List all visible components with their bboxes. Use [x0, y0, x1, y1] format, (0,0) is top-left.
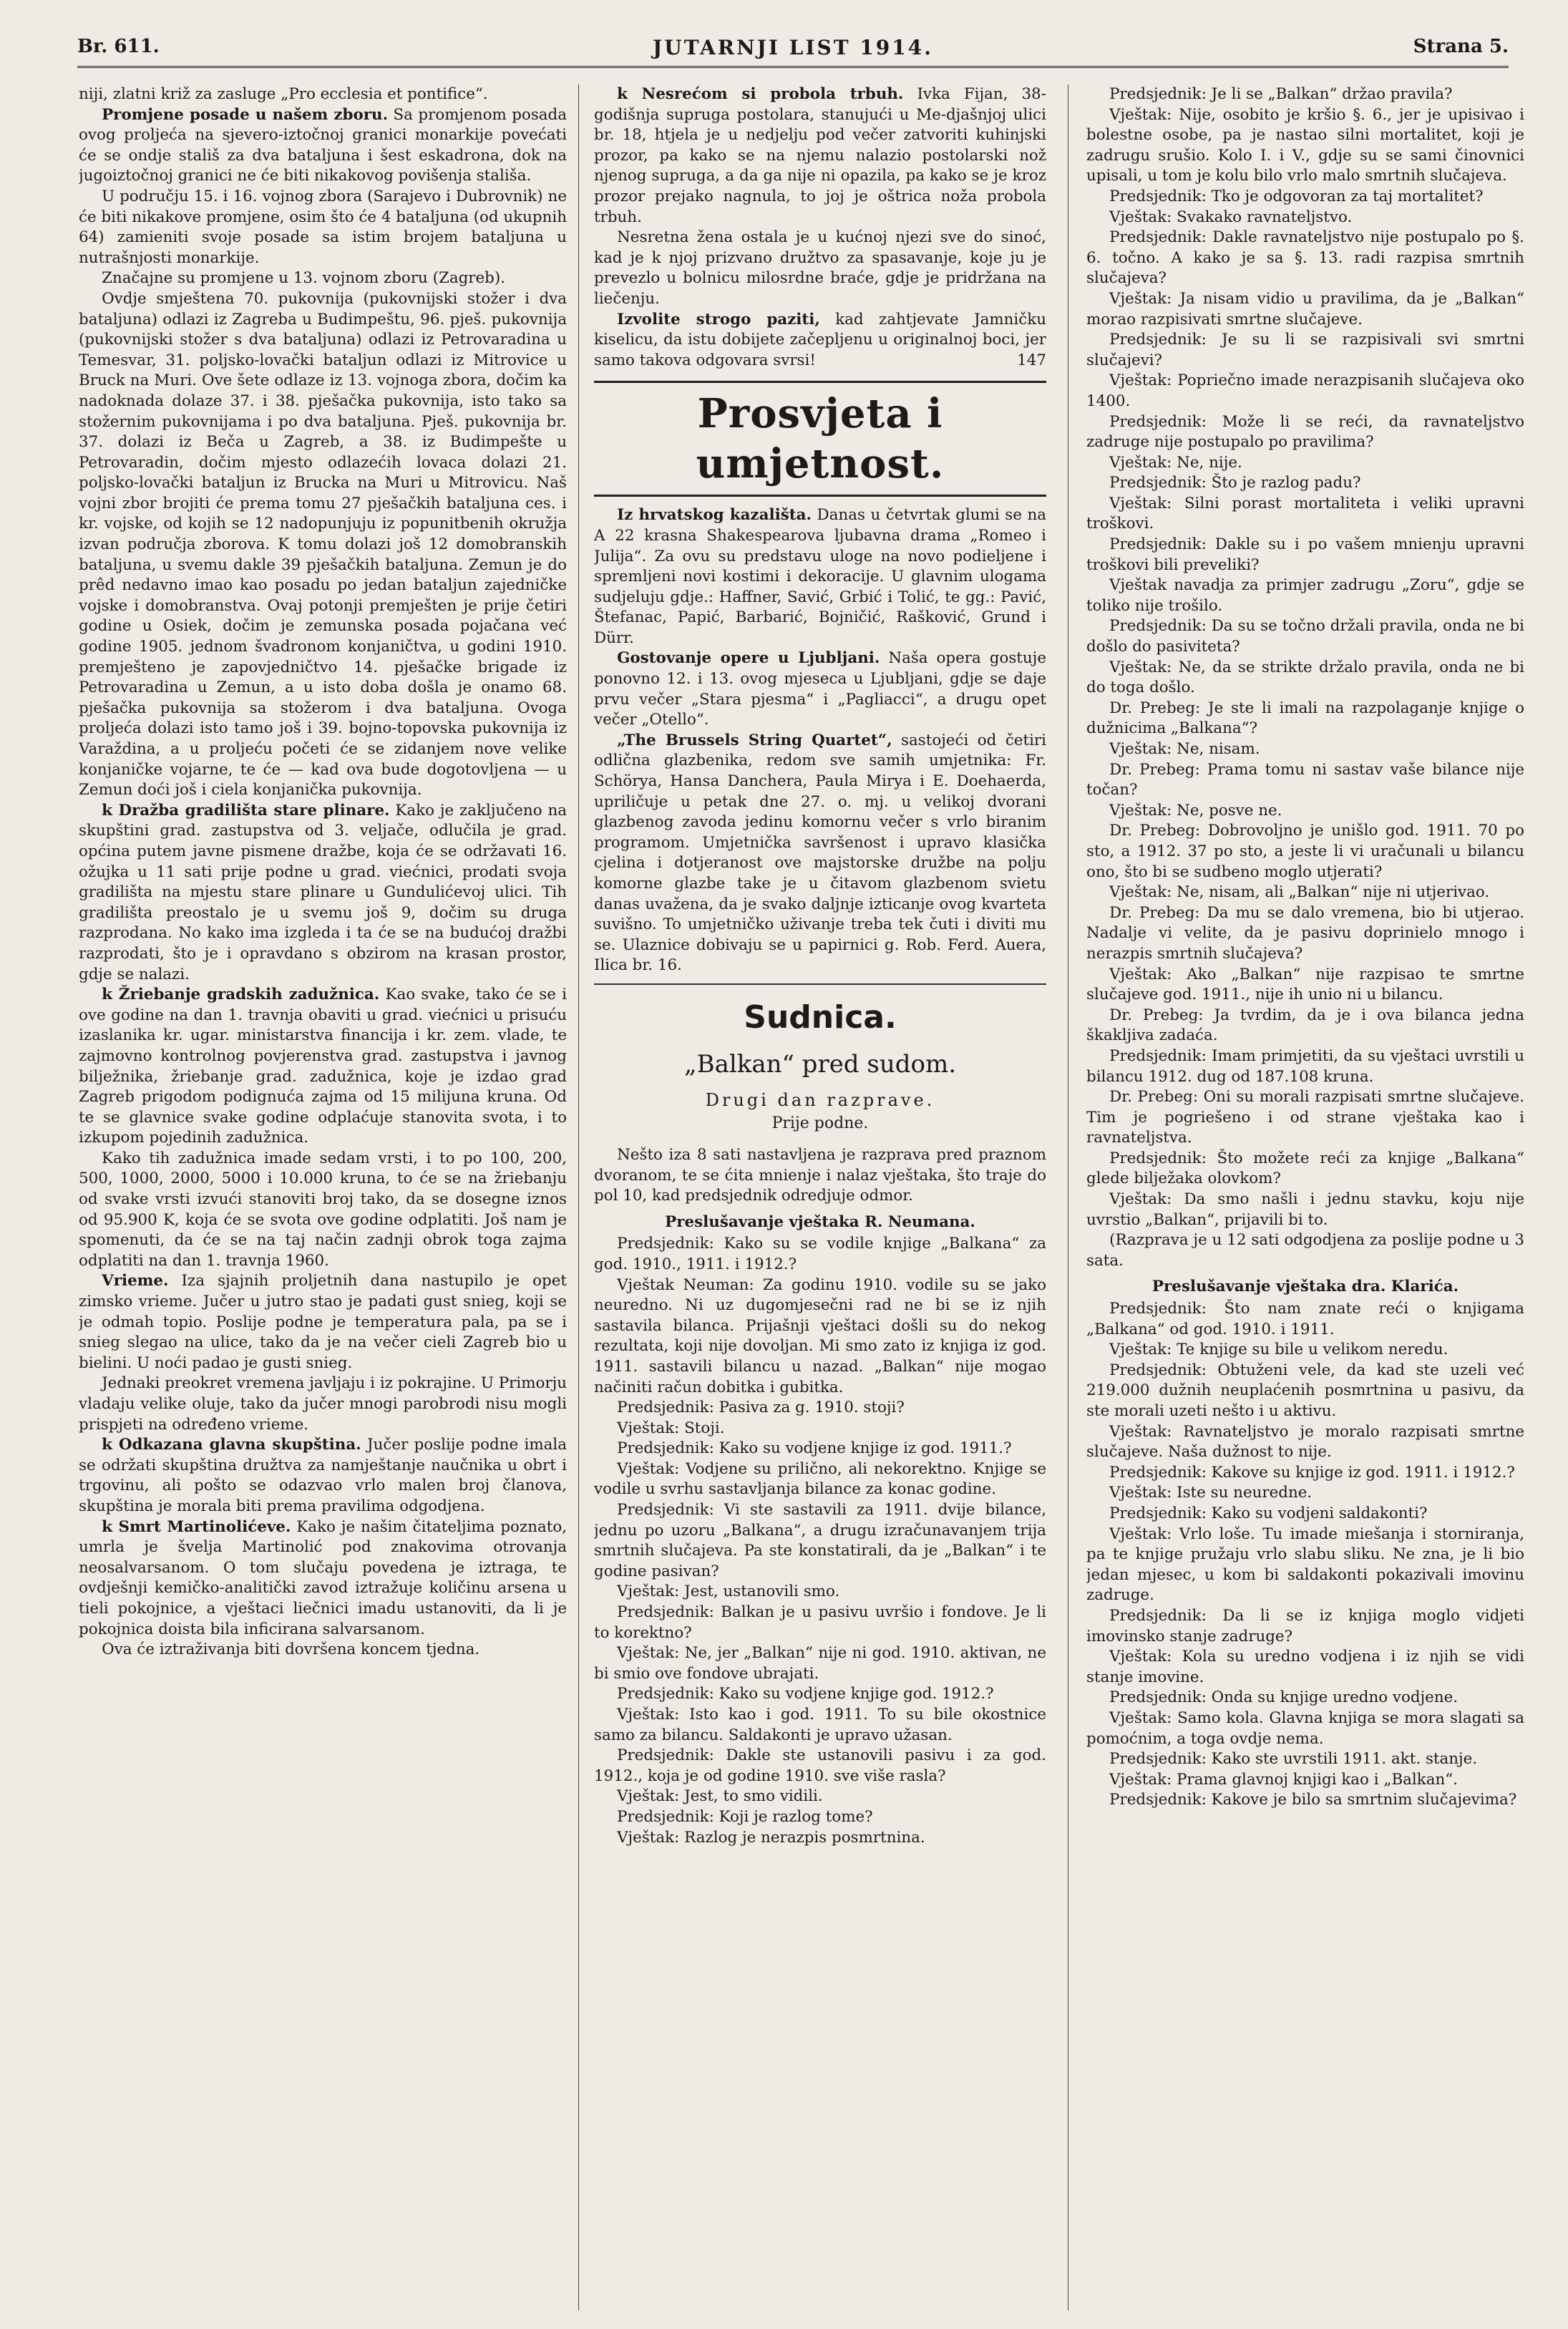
article-text: Naša opera gostuje ponovno 12. i 13. ovog mjeseca u Ljubljani, gdje se daje prvu večer „Stara pjesma“ i „Pagliacci“, a drugu opet večer „Otello“. — [594, 649, 1046, 729]
paragraph: Predsjednik: Da su se točno držali pravila, onda ne bi došlo do pasiviteta? — [1086, 617, 1524, 656]
paragraph: Vještak: Silni porast mortaliteta i veliki upravni troškovi. — [1086, 494, 1524, 533]
ad-text: kad zahtjevate Jamničku kiselicu, da istu dobijete začepljenu u originalnoj boci, jer samo takova odgovara svrsi! — [594, 310, 1046, 369]
paragraph: Predsjednik: Imam primjetiti, da su vještaci uvrstili u bilancu 1912. dug od 187.108 kruna. — [1086, 1046, 1524, 1086]
paragraph: Predsjednik: Kako su se vodile knjige „Balkana“ za god. 1910., 1911. i 1912.? — [594, 1235, 1046, 1273]
paragraph: Predsjednik: Obtuženi vele, da kad ste uzeli već 219.000 dužnih neuplaćenih posmrtnina u pasivu, da ste morali uzeti nešto i u aktivu. — [1086, 1361, 1524, 1420]
paragraph: Vještak: Ne, nisam. — [1109, 740, 1260, 758]
article-heading: Promjene posade u našem zboru. — [102, 105, 389, 124]
paragraph: Vještak: Da smo našli i jednu stavku, koju nije uvrstio „Balkan“, prijavili bi to. — [1086, 1190, 1524, 1229]
article-paragraph — [79, 1435, 567, 1517]
paragraph: Dr. Prebeg: Da mu se dalo vremena, bio bi utjerao. Nadalje vi velite, da je pasivu doprinielo mnogo i nerazpis smrtnih slučajeva? — [1086, 903, 1524, 963]
paragraph: Vještak: Svakako ravnateljstvo. — [1109, 208, 1353, 226]
paragraph: Predsjednik: Kakove su knjige iz god. 1911. i 1912.? — [1109, 1463, 1515, 1482]
ad-number: 147 — [1017, 351, 1046, 369]
article-paragraph — [79, 985, 567, 1149]
article-paragraph — [79, 1517, 567, 1640]
article-text: sastojeći od četiri odlična glazbenika, redom sve samih umjetnika: Fr. Schörya, Hansa Danchera, Paula Mirya i E. Doehaerda, upriličuje u petak dne 27. o. mj. u velikoj dvorani glazbenog zavoda jedinu komornu večer s vrlo biranim programom. Umjetnička savršenost i upravo klasička cjelina i dotjeranost ove majstorske družbe na polju komorne glazbe take je u čitavom glazbenom svietu danas uvažena, da je svako daljnje izticanje ovog kvarteta suvišno. To umjetničko uživanje treba tek čuti i diviti mu se. Ulaznice dobivaju se u papirnici g. Rob. Ferd. Auera, Ilica br. 16. — [594, 731, 1046, 975]
paragraph: Predsjednik: Onda su knjige uredno vodjene. — [1109, 1688, 1459, 1707]
section-title-culture: Prosvjeta i umjetnost. — [594, 381, 1046, 497]
paragraph: (Razprava je u 12 sati odgodjena za poslije podne u 3 sata. — [1086, 1231, 1524, 1270]
paragraph: Vještak: Stoji. — [617, 1419, 725, 1437]
paragraph: Dr. Prebeg: Je ste li imali na razpolaganje knjige o dužnicima „Balkana“? — [1086, 699, 1524, 738]
column-3 — [1086, 84, 1524, 2310]
trial-title: „Balkan“ pred sudom. — [683, 1049, 957, 1079]
paragraph: Vještak: Jest, ustanovili smo. — [617, 1582, 840, 1601]
paragraph: Vještak: Ne, posve ne. — [1109, 801, 1282, 820]
paragraph: Predsjednik: Kako su vodjeni saldakonti? — [1109, 1504, 1428, 1522]
paragraph: Predsjednik: Kako su vodjene knjige god. 1912.? — [617, 1685, 994, 1703]
subheading: Preslušavanje vještaka dra. Klarića. — [1151, 1278, 1459, 1296]
paragraph: Vještak: Nije, osobito je kršio §. 6., jer je upisivao i bolestne osobe, pa je nastao silni mortalitet, koji je zadrugu srušio. Kolo I. i V., gdje su se sami činovnici upisali, u tom je kolu bilo vrlo malo smrtnih slučajeva. — [1086, 105, 1524, 185]
paragraph: Vještak: Ne, jer „Balkan“ nije ni god. 1910. aktivan, ne bi smio ove fondove ubrajati. — [594, 1644, 1046, 1683]
paragraph: Predsjednik: Kako su vodjene knjige iz god. 1911.? — [617, 1439, 1012, 1458]
ad-heading: Izvolite strogo paziti, — [617, 310, 820, 329]
section-title-court: Sudnica. — [744, 998, 897, 1036]
page-number: Strana 5. — [1413, 36, 1509, 57]
paragraph: Ovdje smještena 70. pukovnija (pukovnijski stožer i dva bataljuna) odlazi iz Zagreba u Budimpeštu, 96. pješ. pukovnija (pukovnijski stožer s dva bataljuna) odlazi iz Petrovaradina u Temesvar, 31. poljsko-lovački bataljun odlazi iz Mitrovice u Bruck na Muri. Ove šete odlaze iz 13. vojnoga zbora, dočim ka nadoknada dolaze 37. i 38. pješačka pukovnija, isto tako sa stožernim pukovnijama i po dva bataljuna. Pješ. pukovnija br. 37. dolazi iz Beča u Zagreb, a 38. iz Budimpešte u Petrovaradin, dočim mjesto odlazećih lovaca dolazi 21. poljsko-lovački bataljun iz Brucka na Muri u Mitrovicu. Naš vojni zbor brojiti će prema tomu 27 pješačkih bataljuna ces. i kr. vojske, od kojih se 12 nadopunjuju iz popunitbenih okružja izvan područja zborova. K tomu dolazi još 12 domobranskih bataljuna, u svemu dakle 39 pješačkih bataljuna. Zemun je do prêd nedavno imao kao posadu po jedan bataljun zajedničke vojske i domobranstva. Ovaj potonji premješten je prije četiri godine u Osiek, dočim je zemunska posada pojačana već godine 1905. jednom švadronom konjaničtva, u godini 1910. premješteno je zapovjedničtvo 14. pješačke brigade iz Petrovaradina u Zemun, a u isto doba došla je onamo 68. pješačka pukovnija sa stožerom i dva bataljuna. Ovoga proljeća dolazi isto tamo još i 39. bojno-topovska pukovnija iz Varaždina, a u proljeću početi će se zidanjem nove velike konjaničke vojarne, te će — kad ova bude dogotovljena — u Zemun doći još i ciela konjanička pukovnija. — [79, 289, 567, 799]
article-heading: Vrieme. — [102, 1272, 169, 1290]
paragraph: Nešto iza 8 sati nastavljena je razprava pred praznom dvoranom, te se ćita mnienje i nalaz vještaka, što traje do pol 10, kad predsjednik odredjuje odmor. — [594, 1145, 1046, 1205]
column-1 — [79, 84, 567, 2310]
page-header — [77, 34, 1509, 68]
paragraph: Vještak: Ja nisam vidio u pravilima, da je „Balkan“ morao razpisivati smrtne slučajeve. — [1086, 289, 1524, 329]
column-2 — [594, 84, 1046, 2310]
paragraph: Predsjednik: Dakle ravnateljstvo nije postupalo po §. 6. točno. A kako je sa §. 13. radi razpisa smrtnih slučajeva? — [1086, 228, 1524, 288]
article-text: Sa promjenom posada ovog proljeća na sjevero-iztočnoj granici monarkije povećati će se ondje stališ za dva bataljuna i šest eskadrona, dok na jugoiztočnoj granici ne će biti nikakovog povišenja stališa. — [79, 105, 567, 185]
article-heading: k Odkazana glavna skupština. — [102, 1436, 361, 1454]
subheading: Preslušavanje vještaka R. Neumana. — [665, 1212, 975, 1231]
session-label: Prije podne. — [771, 1114, 869, 1132]
article-text: Jučer poslije podne imala se održati skupština družtva za namještanje naučnika u obrt i trgovinu, ali pošto se odazvao vrlo malen broj članova, skupština je morala biti prema pravilima odgodjena. — [79, 1436, 567, 1515]
paragraph: Vještak: Isto kao i god. 1911. To su bile okostnice samo za bilancu. Saldakonti je upravo užasan. — [594, 1706, 1046, 1744]
paragraph: Vještak Neuman: Za godinu 1910. vodile su se jako neuredno. Ni uz dugomjesečni rad ne bi se iz njih sastavila bilanca. Prijašnji vještaci došli su do nekog rezultata, koji nije dovoljan. Mi smo zato iz knjiga iz god. 1911. sastavili bilancu u nazad. „Balkan“ nije mogao načiniti račun dobitka i gubitka. — [594, 1275, 1046, 1396]
paragraph: Vještak: Ako „Balkan“ nije razpisao te smrtne slučajeve god. 1911., nije ih unio ni u bilancu. — [1086, 965, 1524, 1004]
paragraph: Vještak: Razlog je nerazpis posmrtnina. — [617, 1828, 925, 1847]
paragraph: Predsjednik: Da li se iz knjiga moglo vidjeti imovinsko stanje zadruge? — [1086, 1606, 1524, 1645]
trial-subtitle: Drugi dan razprave. — [705, 1089, 935, 1110]
paragraph: Predsjednik: Što je razlog padu? — [1109, 474, 1361, 492]
paragraph: U području 15. i 16. vojnog zbora (Sarajevo i Dubrovnik) ne će biti nikakove promjene, osim što će 4 bataljuna (od ukupnih 64) zamieniti svoje posade sa istim brojem bataljuna u nutrašnjosti monarkije. — [79, 187, 567, 267]
article-paragraph — [594, 84, 1046, 228]
paragraph: Nesretna žena ostala je u kućnoj njezi sve do sinoć, kad je k njoj prizvano družtvo za spasavanje, koje ju je prevezlo u bolnicu milosrdne braće, gdje je pridržana na liečenju. — [594, 228, 1046, 308]
paragraph: Predsjednik: Što možete reći za knjige „Balkana“ glede bilježaka olovkom? — [1086, 1149, 1524, 1188]
paragraph: Vještak: Vrlo loše. Tu imade miešanja i storniranja, pa te knjige pružaju vrlo slabu sliku. Ne zna, je li bio jedan mjesec, u kom bi saldakonti pokazivali imovinu zadruge. — [1086, 1525, 1524, 1605]
paragraph: Ova će iztraživanja biti dovršena koncem tjedna. — [102, 1640, 480, 1659]
article-paragraph — [594, 648, 1046, 730]
issue-number: Br. 611. — [77, 36, 160, 57]
paragraph: Jednaki preokret vremena javljaju i iz pokrajine. U Primorju vladaju velike oluje, tako da jučer mnogi parobrodi nisu mogli prispjeti na određeno vrieme. — [79, 1374, 567, 1434]
paragraph: Vještak: Samo kola. Glavna knjiga se mora slagati sa pomoćnim, a toga ovdje nema. — [1086, 1708, 1524, 1748]
paragraph: Predsjednik: Kako ste uvrstili 1911. akt. stanje. — [1109, 1750, 1478, 1769]
article-heading: Gostovanje opere u Ljubljani. — [617, 649, 880, 668]
paragraph: Vještak: Vodjene su prilično, ali nekorektno. Knjige se vodile u svrhu sastavljanja bilance za konac godine. — [594, 1459, 1046, 1499]
article-heading: k Dražba gradilišta stare plinare. — [102, 801, 390, 820]
paragraph: Dr. Prebeg: Ja tvrdim, da je i ova bilanca jedna škakljiva zadaća. — [1086, 1006, 1524, 1045]
article-text: Danas u četvrtak glumi se na A 22 krasna Shakespearova ljubavna drama „Romeo i Julija“. Za ovu su predstavu uloge na novo podieljene i spremljeni novi kostimi i dekoracije. U glavnim ulogama sudjeluju gdje.: Haffner, Savić, Grbić i Tolić, te gg.: Pavić, Štefanac, Papić, Barbarić, Bojničić, Rašković, Grund i Dürr. — [594, 506, 1046, 647]
paragraph: Dr. Prebeg: Prama tomu ni sastav vaše bilance nije točan? — [1086, 760, 1524, 799]
article-paragraph — [594, 731, 1046, 976]
masthead-title: JUTARNJI LIST 1914. — [653, 36, 933, 59]
paragraph: Vještak: Ne, nisam, ali „Balkan“ nije ni utjerivao. — [1109, 883, 1490, 902]
paragraph: Predsjednik: Je li se „Balkan“ držao pravila? — [1109, 85, 1453, 103]
paragraph: Kako tih zadužnica imade sedam vrsti, i to po 100, 200, 500, 1000, 2000, 5000 i 10.000 kruna, to će se na žriebanju od svake vrsti izvući stanoviti broj tako, da se dosegne iznos od 95.900 K, koja će se svota ove godine odplatiti. Još nam je spomenuti, da će se na taj način zadnji obrok toga zajma odplatiti na dan 1. travnja 1960. — [79, 1149, 567, 1270]
article-heading: Iz hrvatskog kazališta. — [617, 506, 812, 525]
article-paragraph — [79, 1271, 567, 1373]
paragraph: Predsjednik: Kakove je bilo sa smrtnim slučajevima? — [1109, 1791, 1517, 1809]
paragraph: Predsjednik: Tko je odgovoran za taj mortalitet? — [1109, 187, 1484, 205]
column-rule-1 — [578, 84, 579, 2310]
paragraph: Predsjednik: Može li se reći, da ravnateljstvo zadruge nije postupalo po pravilima? — [1086, 412, 1524, 452]
article-paragraph — [594, 505, 1046, 648]
paragraph: Dr. Prebeg: Oni su morali razpisati smrtne slučajeve. Tim je pogriešeno i od strane vještaka kao i ravnateljstva. — [1086, 1088, 1524, 1147]
article-text: Ivka Fijan, 38-godišnja supruga postolara, stanujući u Me-djašnjoj ulici br. 18, htjela je u nedjelju pod večer zatvoriti kuhinjski prozor, pa kako se na njemu nalazio postolarski nož njenog supruga, a da ga nije ni opazila, pa kako se je kroz prozor prejako nagnula, to joj je oštrica noža probola trbuh. — [594, 85, 1046, 226]
paragraph: Dr. Prebeg: Dobrovoljno je unišlo god. 1911. 70 po sto, a 1912. 37 po sto, a jeste li vi uračunali u bilancu ono, što bi se sudbeno moglo utjerati? — [1086, 822, 1524, 881]
paragraph: Vještak: Ne, da se strikte držalo pravila, onda ne bi do toga došlo. — [1086, 658, 1524, 697]
article-heading: k Nesrećom si probola trbuh. — [617, 85, 904, 103]
paragraph: Vještak: Iste su neuredne. — [1109, 1484, 1313, 1502]
paragraph: niji, zlatni križ za zasluge „Pro ecclesia et pontifice“. — [79, 85, 488, 103]
paragraph: Vještak: Te knjige su bile u velikom neredu. — [1109, 1341, 1448, 1359]
paragraph: Predsjednik: Pasiva za g. 1910. stoji? — [617, 1399, 905, 1417]
paragraph: Vještak: Prama glavnoj knjigi kao i „Balkan“. — [1109, 1770, 1458, 1789]
article-heading: k Žriebanje gradskih zadužnica. — [102, 986, 380, 1004]
article-paragraph — [79, 801, 567, 985]
paragraph: Predsjednik: Dakle su i po vašem mnienju upravni troškovi bili preveliki? — [1086, 535, 1524, 574]
separator — [594, 983, 1046, 985]
paragraph: Vještak: Popriečno imade nerazpisanih slučajeva oko 1400. — [1086, 371, 1524, 410]
article-text: Kako je našim čitateljima poznato, umrla je švelja Martinolić pod znakovima otrovanja neosalvarsanom. O tom slučaju povedena je iztraga, te ovdješnji kemičko-analitički zavod iztražuje količinu arsena u tieli pokojnice, a vještaci liečnici imadu ustanoviti, da li je pokojnica doista bila inficirana salvarsanom. — [79, 1517, 567, 1638]
paragraph: Vještak: Ravnateljstvo je moralo razpisati smrtne slučajeve. Naša dužnost to nije. — [1086, 1422, 1524, 1462]
article-text: Iza sjajnih proljetnih dana nastupilo je opet zimsko vrieme. Jučer u jutro stao je padati gust snieg, koji se je odmah topio. Poslije podne je temperatura pala, pa se i snieg slegao na ulice, tako da je na večer cieli Zagreb bio u bielini. U noći padao je gusti snieg. — [79, 1272, 567, 1372]
paragraph: Značajne su promjene u 13. vojnom zboru (Zagreb). — [102, 269, 505, 288]
paragraph: Vještak: Kola su uredno vodjena i iz njih se vidi stanje imovine. — [1086, 1648, 1524, 1686]
article-paragraph — [79, 105, 567, 187]
paragraph: Predsjednik: Koji je razlog tome? — [617, 1807, 873, 1826]
paragraph: Predsjednik: Balkan je u pasivu uvršio i fondove. Je li to korektno? — [594, 1603, 1046, 1642]
paragraph: Predsjednik: Vi ste sastavili za 1911. dvije bilance, jednu po uzoru „Balkana“, a drugu izračunavanjem trija smrtnih slučajeva. Pa ste konstatirali, da je „Balkan“ i te godine pasivan? — [594, 1501, 1046, 1580]
paragraph: Vještak navadja za primjer zadrugu „Zoru“, gdje se toliko nije trošilo. — [1086, 576, 1524, 615]
paragraph: Vještak: Ne, nije. — [1109, 453, 1242, 472]
paragraph: Predsjednik: Dakle ste ustanovili pasivu i za god. 1912., koja je od godine 1910. sve više rasla? — [594, 1746, 1046, 1785]
article-text: Kako je zaključeno na skupštini grad. zastupstva od 3. veljače, odlučila je grad. općina putem javne pismene dražbe, koja će se održavati 16. ožujka u 11 sati prije podne u grad. viećnici, prodati svoja gradilišta na mjestu stare plinare u Gundulićevoj ulici. Tih gradilišta preostalo je u svemu još 9, dočim su druga razprodana. No kako ima izgleda i ta će se na budućoj dražbi razprodati, što je i opravdano s obzirom na krasan prostor, gdje se nalazi. — [79, 801, 567, 983]
advertisement — [594, 310, 1046, 371]
article-heading: k Smrt Martinolićeve. — [102, 1517, 291, 1536]
paragraph: Predsjednik: Je su li se razpisivali svi smrtni slučajevi? — [1086, 331, 1524, 369]
article-heading: „The Brussels String Quartet“, — [617, 731, 892, 749]
paragraph: Vještak: Jest, to smo vidili. — [617, 1787, 823, 1806]
paragraph: Predsjednik: Što nam znate reći o knjigama „Balkana“ od god. 1910. i 1911. — [1086, 1300, 1524, 1338]
article-text: Kao svake, tako će se i ove godine na dan 1. travnja obaviti u grad. viećnici u prisuću izaslanika kr. ugar. ministarstva financija i kr. zem. vlade, te zajmovno kontrolnog povjerenstva grad. zastupstva i javnog bilježnika, žriebanje grad. zadužnica, koje je izdao grad Zagreb prigodom podignuća zajma od 15 milijuna kruna. Od te se glavnice svake godine odplaćuje stanovita svota, i to izkupom pojedinih zadužnica. — [79, 986, 567, 1147]
